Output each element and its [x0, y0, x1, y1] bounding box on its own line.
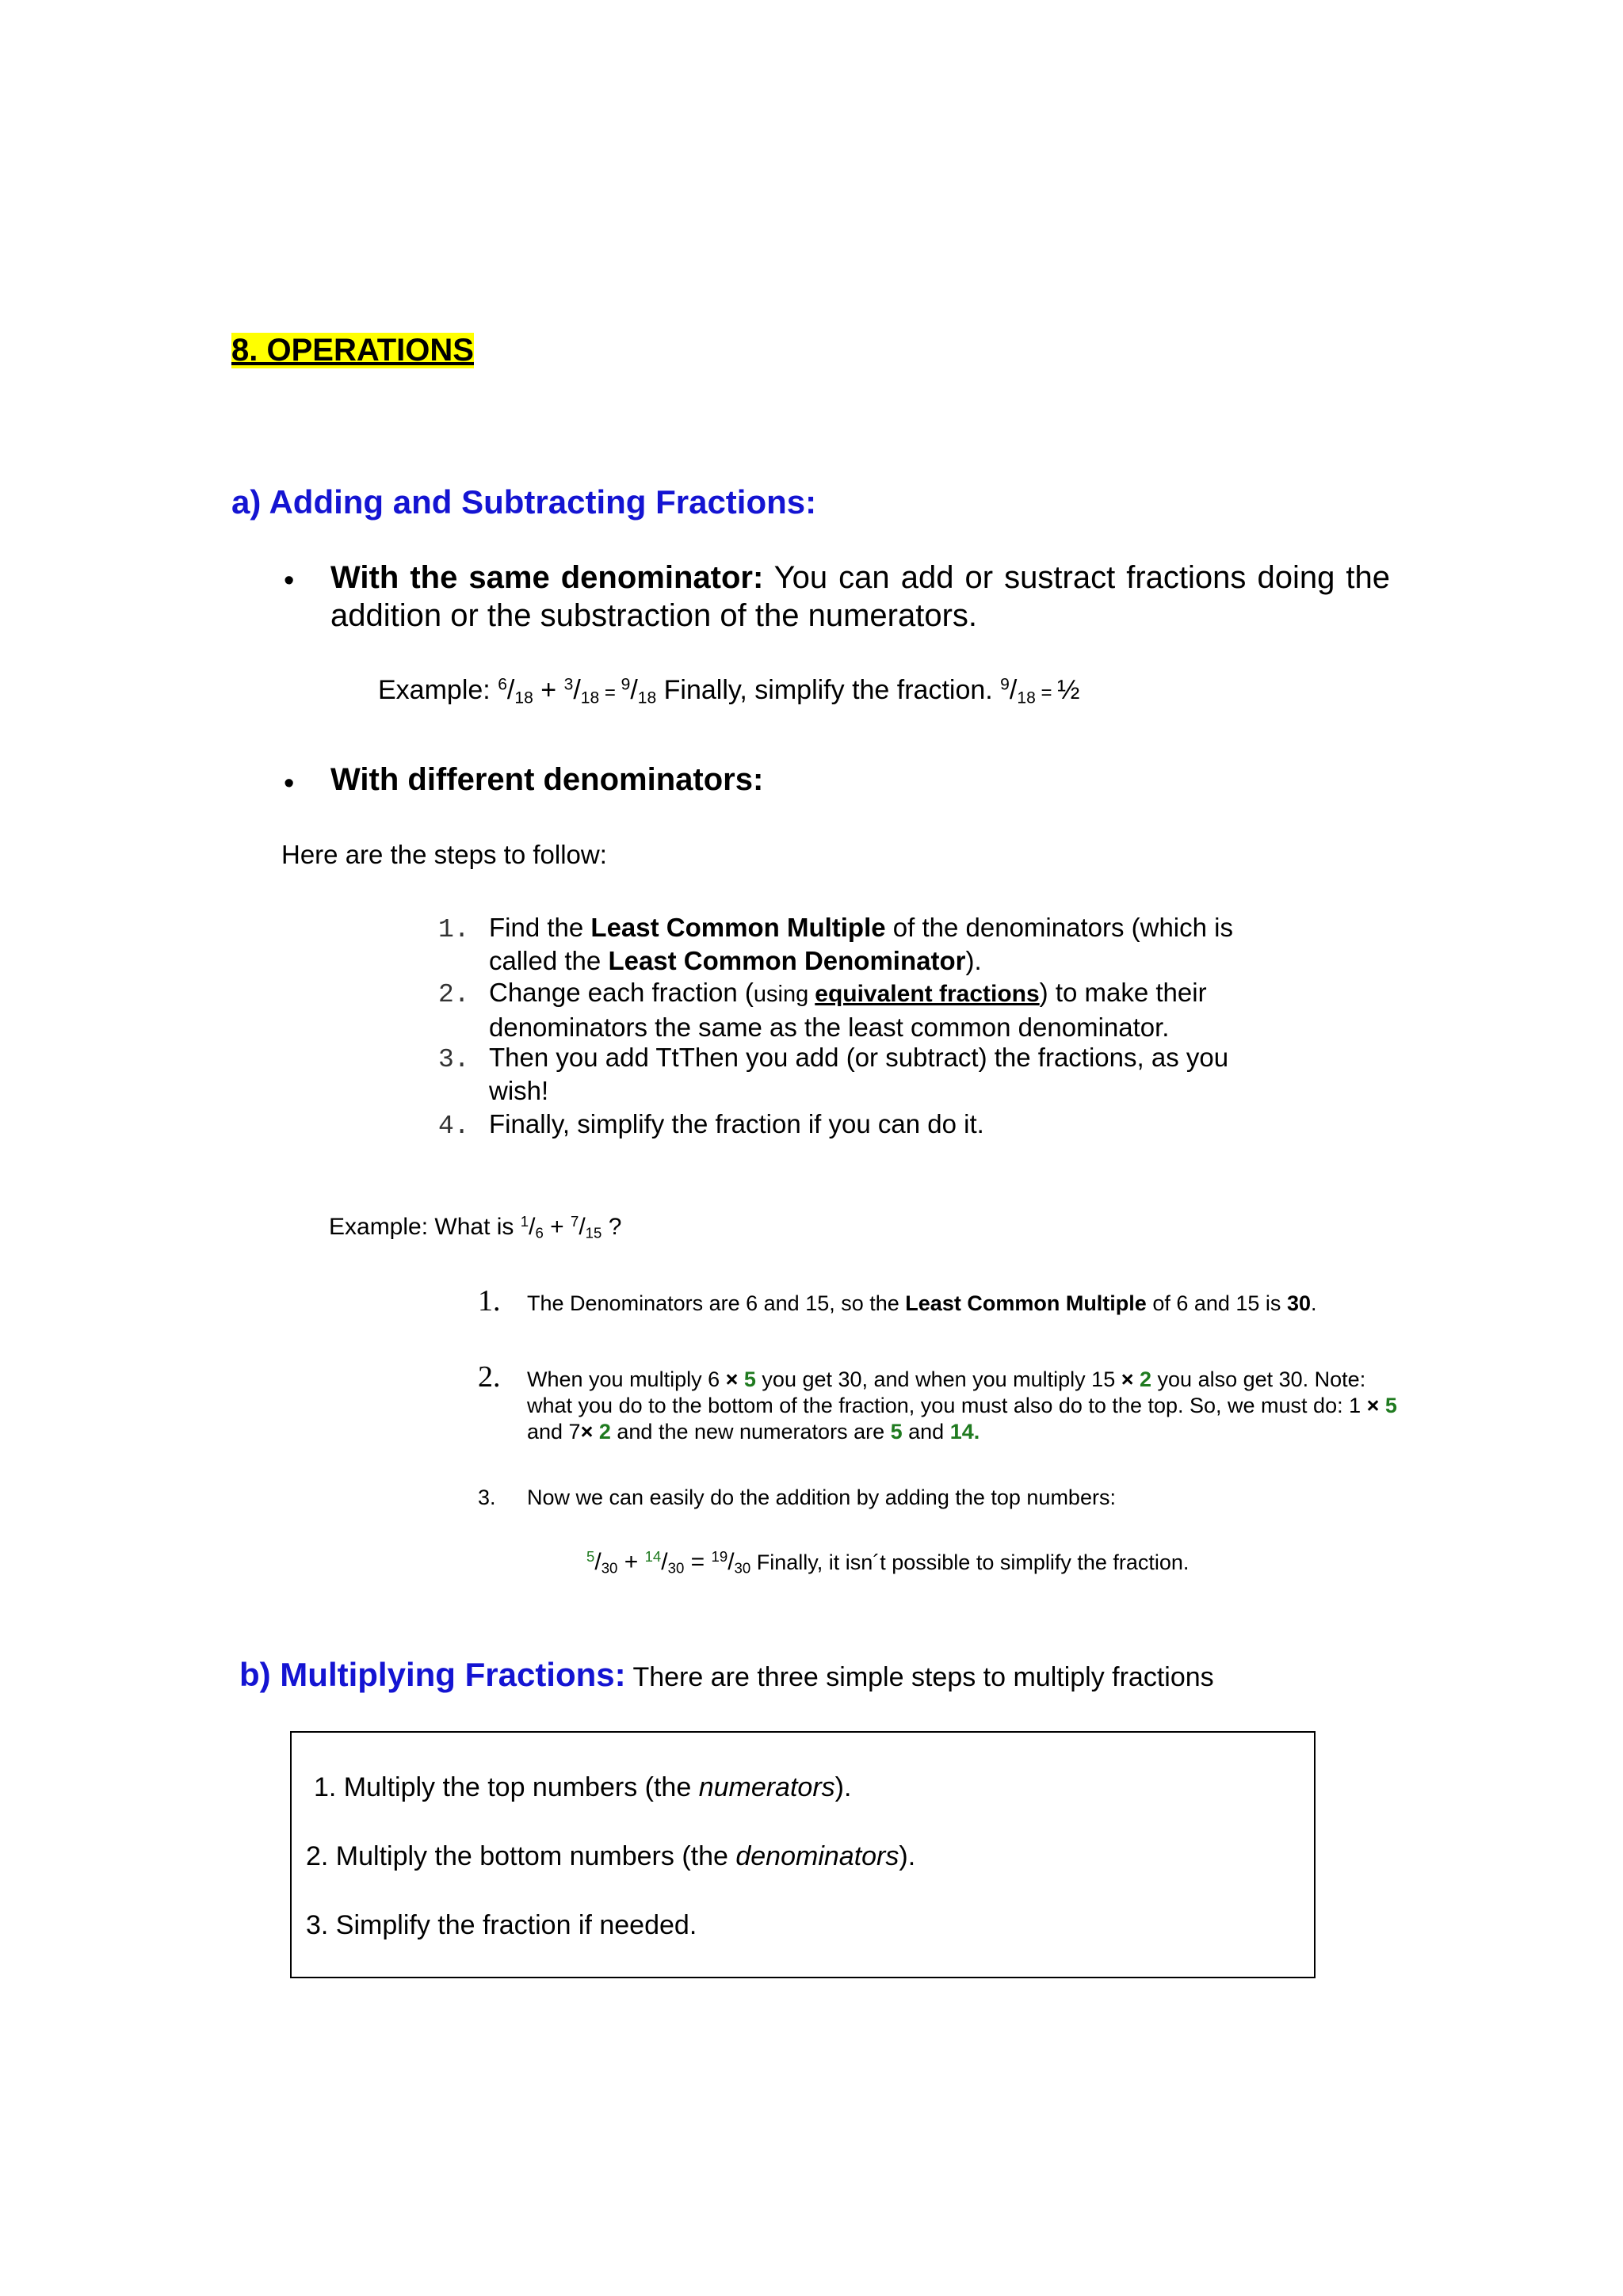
multiply-step-3: 3. Simplify the fraction if needed. — [306, 1910, 697, 1940]
step-3-text: Then you add TtThen you add (or subtract) the fractions, as you wish! — [489, 1043, 1229, 1105]
multiply-step-2: 2. Multiply the bottom numbers (the denominators). — [306, 1841, 916, 1871]
example-same-denominator: Example: $^6/_{18} + ^3/_{18} = ^9/_{18}$ Finally, simplify the fraction. $^9/_{18}$ = ½ — [378, 675, 1080, 707]
denominator: 18 — [580, 688, 600, 707]
example-step-1: The Denominators are 6 and 15, so the Least Common Multiple of 6 and 15 is 30. — [527, 1291, 1317, 1315]
example-step-3: Now we can easily do the addition by adding the top numbers: — [527, 1486, 1116, 1509]
step-number: 1. — [438, 915, 470, 944]
denominator: 30 — [667, 1559, 685, 1577]
numerator: 9 — [1000, 675, 1010, 694]
numerator: 3 — [563, 675, 574, 694]
bullet-icon: • — [284, 767, 295, 800]
numerator: 6 — [498, 675, 507, 694]
denominator: 18 — [1017, 688, 1036, 707]
subsection-a-heading: a) Adding and Subtracting Fractions: — [231, 483, 817, 521]
step-1-text: Find the Least Common Multiple of the denominators (which is called the Least Common Denominator). — [489, 913, 1233, 975]
step-number: 4. — [438, 1112, 470, 1141]
example-label: Example: — [378, 675, 498, 705]
subsection-b-description: There are three simple steps to multiply fractions — [625, 1662, 1214, 1692]
step-number: 3. — [438, 1045, 470, 1074]
denominator: 18 — [637, 688, 657, 707]
multiply-steps-box — [290, 1731, 1316, 1978]
denominator: 30 — [734, 1559, 751, 1577]
operator: = — [599, 682, 621, 704]
denominator: 30 — [601, 1559, 618, 1577]
example-step-2: When you multiply 6 × 5 you get 30, and when you multiply 15 × 2 you also get 30. Note: what you do to the bottom of the fraction, you must also do to the top. So, we must do: 1 × 5 and 7× 2 and the new numerators are 5 and 14. — [527, 1367, 1397, 1444]
operator: = — [1035, 682, 1058, 704]
step-4-text: Finally, simplify the fraction if you can do it. — [489, 1109, 984, 1138]
numerator: 5 — [586, 1547, 595, 1565]
bullet-icon: • — [284, 564, 295, 597]
numerator: 7 — [570, 1212, 579, 1230]
example-text: Finally, simplify the fraction. — [656, 675, 1001, 705]
result-value: ½ — [1057, 675, 1080, 705]
steps-intro: Here are the steps to follow: — [281, 840, 607, 869]
step-number: 2. — [438, 980, 470, 1009]
different-denominators-heading: With different denominators: — [330, 762, 764, 797]
numerator: 14 — [644, 1547, 662, 1565]
example-step-number: 1. — [478, 1284, 501, 1318]
example-different-denominators: Example: What is $^1/_6 + ^7/_{15}$ ? — [329, 1212, 622, 1241]
numerator: 1 — [520, 1212, 529, 1230]
subsection-b-heading: b) Multiplying Fractions: There are three simple steps to multiply fractions — [239, 1656, 1214, 1693]
denominator: 15 — [585, 1224, 602, 1241]
example-step-number: 2. — [478, 1360, 501, 1394]
example-step-number: 3. — [478, 1486, 496, 1509]
term-lcd: Least Common Denominator — [608, 946, 966, 975]
numerator: 19 — [711, 1547, 728, 1565]
example-result-line: $^5/_{30} + ^{14}/_{30} = ^{19}/_{30}$ Finally, it isn´t possible to simplify the fraction. — [586, 1547, 1190, 1577]
term-lcm: Least Common Multiple — [590, 913, 886, 942]
section-title: 8. OPERATIONS — [231, 333, 474, 368]
same-denominator-lead: With the same denominator: — [330, 560, 764, 595]
same-denominator-text: You can add or sustract fractions doing the addition or the substraction of the numerators. — [330, 560, 1390, 633]
numerator: 9 — [621, 675, 631, 694]
multiply-step-1: 1. Multiply the top numbers (the numerators). — [314, 1772, 852, 1802]
same-denominator-paragraph — [330, 559, 1390, 635]
step-2-text: Change each fraction (using equivalent fractions) to make their denominators the same as the least common denominator. — [489, 978, 1207, 1042]
equivalent-fractions-link[interactable]: equivalent fractions — [815, 981, 1040, 1007]
operator: + — [533, 675, 564, 705]
denominator: 6 — [535, 1224, 544, 1241]
denominator: 18 — [514, 688, 533, 707]
